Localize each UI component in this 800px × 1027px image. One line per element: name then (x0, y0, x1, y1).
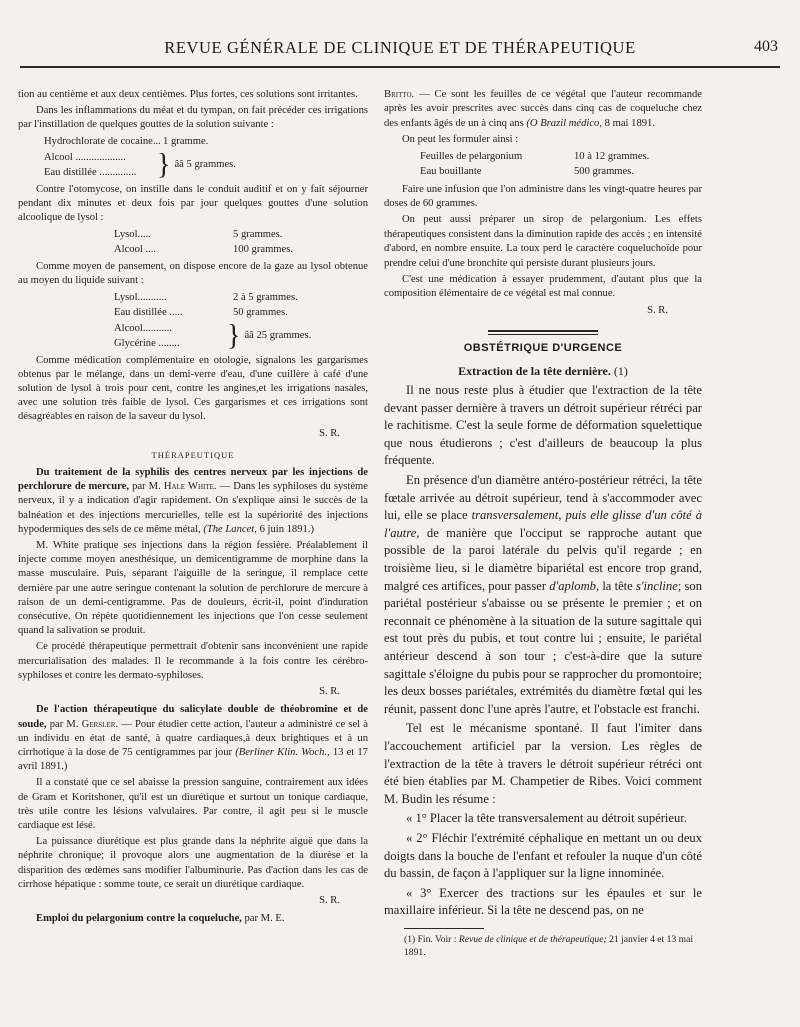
paragraph-text: — Ce sont les feuilles de ce végétal que l'auteur recommande après les avoir prescrites avec succès dans cinq cas de coqueluche chez des enfants âgés de un à cinq ans (384, 89, 702, 129)
signature: S. R. (319, 686, 340, 698)
footnote-marker: (1) (613, 363, 628, 378)
paragraph: On peut aussi préparer un sirop de pelargonium. Les effets thérapeutiques consistent dans la diminution rapide des accès ; en intensité d'abord, en nombre ensuite. La toux perd le caractère coqueluchoïde pour prendre celui d'une bronchite qui persiste durant plusieurs jours. (384, 214, 702, 269)
right-column (384, 88, 702, 959)
paragraph: C'est une médication à essayer prudemment, d'autant plus que la composition élémentaire de ce végétal est mal connue. (384, 274, 702, 300)
prescription-formula (18, 291, 368, 351)
paragraph: « 2° Fléchir l'extrémité céphalique en mettant un ou deux doigts dans la bouche de l'enfant et refouler la nuque d'un côté du bassin, de façon à l'appliquer sur la ligne innominée. (384, 830, 702, 881)
ingredient-quantity: ââ 25 grammes. (244, 329, 312, 341)
article-title: Emploi du pelargonium contre la coqueluche, (36, 913, 242, 925)
paragraph: « 3° Exercer des tractions sur les épaules et sur le maxillaire inférieur. Si la tête ne descend pas, on ne (384, 885, 702, 918)
ingredient-quantity: 10 à 12 grammes. (574, 150, 650, 162)
paragraph-text: — Dans les syphiloses du système nerveux, il y a indication d'agir rapidement. On s'explique ainsi le succès de la balnéation et des injections mercurielles, telle est la supériorité des injections hypodermiques des sels de ce même métal, (18, 481, 368, 535)
paragraph (384, 472, 702, 718)
signature: S. R. (647, 304, 668, 316)
ingredient-quantity: 2 à 5 grammes. (233, 292, 298, 304)
journal-title: REVUE GÉNÉRALE DE CLINIQUE ET DE THÉRAPEUTIQUE (164, 38, 636, 57)
prescription-formula (18, 227, 368, 257)
paragraph-text: ; son pariétal postérieur s'abaisse ou se présente le premier ; et on reconnait ce phénomène à la situation de la suture sagittale qui est tout près du pubis, et tout contre lui ; ensuite, le pariétal antérieur descend à son tour ; c'est-à-dire que la suture sagittale s'éloigne du pubis pour se rapprocher du promontoire; les deux bosses pariétales, extrémités du diamètre fœtal qui les réunit, passent donc l'une après l'autre, et l'obstacle est franchi. (384, 578, 702, 716)
ingredient-name: Lysol..... (114, 228, 151, 240)
reference-source: (Berliner Klin. Woch., (235, 746, 330, 758)
article-paragraph (18, 703, 368, 774)
paragraph: tion au centième et aux deux centièmes. Plus fortes, ces solutions sont irritantes. (18, 89, 358, 100)
author-name: Gersler. (81, 718, 119, 730)
ingredient-quantity: 100 grammes. (233, 243, 294, 255)
paragraph: Tel est le mécanisme spontané. Il faut l'imiter dans l'accouchement artificiel par la version. Les règles de l'extraction de la tête à travers le détroit supérieur rétréci ont été bien établies par M. Champetier de Ribes. Voici comment M. Budin les résume : (384, 721, 702, 806)
prescription-formula (18, 135, 368, 180)
ingredient-name: Eau distillée ..... (114, 307, 183, 319)
signature: S. R. (319, 427, 340, 439)
paragraph (384, 88, 702, 131)
paragraph: On peut les formuler ainsi : (402, 134, 519, 146)
author-name: Britto. (384, 89, 415, 100)
footnote-text: (1) Fin. Voir : (404, 933, 457, 945)
ingredient-quantity: 5 grammes. (233, 228, 283, 240)
article-paragraph (18, 466, 368, 537)
paragraph: Contre l'otomycose, on instille dans le conduit auditif et on y fait séjourner pendant dix minutes et deux fois par jour quelques gouttes d'une solution alcoolique de lysol : (18, 183, 368, 224)
ingredient-quantity: 500 grammes. (574, 165, 635, 177)
ingredient-name: Eau distillée .............. (44, 166, 137, 178)
footnote-source: Revue de clinique et de thérapeutique; (458, 933, 607, 945)
ingredient-name: Hydrochlorate de cocaine... (44, 136, 161, 147)
ingredient-name: Alcool ................... (44, 151, 126, 163)
reference-date: 13 et 17 avril 1891.) (18, 746, 368, 773)
article-title: Du traitement de la syphilis des centres nerveux par les injections de perchlorure de mercure, (18, 467, 368, 493)
paragraph: Dans les inflammations du méat et du tympan, on fait précéder ces irrigations par l'instillation de quelques gouttes de la solution suivante : (18, 105, 368, 131)
paragraph: Faire une infusion que l'on administre dans les vingt-quatre heures par doses de 60 grammes. (384, 183, 702, 210)
footnote-text: 21 janvier 4 et 13 mai 1891. (404, 933, 694, 958)
ingredient-quantity: 50 grammes. (233, 307, 288, 319)
article-paragraph (18, 912, 368, 926)
footnote-divider (404, 928, 484, 929)
paragraph-text: En présence d'un diamètre antéro-postérieur rétréci, la tête fœtale arrivée au détroit supérieur, tend à s'accommoder avec lui, elle se place (384, 473, 702, 523)
article-title (384, 364, 702, 378)
paragraph: Il a constaté que ce sel abaisse la pression sanguine, contrairement aux idées de Gram et Koritshoner, qu'il est un diurétique et surtout un tonique cardiaque, très utile contre les lésions valvulaires. Par contre, il agit peu si le muscle cardiaque est lésé. (18, 777, 368, 831)
running-header (20, 38, 780, 68)
article-title-text: Extraction de la tête dernière. (458, 363, 611, 378)
byline: par M. (49, 718, 79, 730)
paragraph: Comme moyen de pansement, on dispose encore de la gaze au lysol obtenue au moyen du liquide suivant : (18, 261, 368, 287)
paragraph: Il ne nous reste plus à étudier que l'extraction de la tête devant passer dernière à travers un détroit supérieur rétréci par le rachitisme. C'est la seule forme de déformation squelettique que nous étudierons ; c'est d'ailleurs de beaucoup la plus fréquente. (384, 383, 702, 468)
paragraph-text: — Pour étudier cette action, l'auteur a administré ce sel à un individu en état de santé, à quatre cardiaques,à deux brightiques et à un cirrhotique à la dose de 75 centigrammes par jour (18, 718, 368, 758)
reference-date: 8 mai 1891. (604, 117, 655, 129)
byline: par M. E. (244, 913, 285, 925)
ingredient-name: Eau bouillante (420, 165, 482, 177)
footnote (384, 933, 702, 959)
ingredient-name: Alcool........... (114, 322, 172, 334)
reference-source: (O Brazil médico, (526, 117, 603, 129)
page-number: 403 (754, 38, 778, 55)
brace-glyph: } (157, 147, 171, 181)
signature: S. R. (319, 894, 340, 906)
paragraph: M. White pratique ses injections dans la région fessière. Préalablement il injecte comme moyen anesthésique, un demicentigramme de morphine dans la masse musculaire. Puis, séparant l'aiguille de la seringue, il remplace cette dernière par une autre seringue contenant la solution de perchlorure de mercure à raison de un demi-centigramme. Pas de douleurs, écrit-il, point d'induration consécutive. On répète quotidiennement les injections que l'on cesse seulement quand la salivation se produit. (18, 540, 368, 637)
section-label: THÉRAPEUTIQUE (151, 449, 235, 460)
paragraph: Ce procédé thérapeutique permettrait d'obtenir sans inconvénient une rapide mercurialisation des malades. Il le recommande à la fois contre les cérébro-syphiloses et contre les dermato-syphiloses. (18, 641, 368, 681)
paragraph-text: Comme médication complémentaire en otologie, signalons les gargarismes obtenus par le mélange, dans un demi-verre d'eau, d'une cuillère à café d'une solution de lysol à trois pour cent, contre les angines,et les irrigations nasales, avec une solution très faible de lysol. Ces gargarismes et ces irrigations sont désagréables en raison de la saveur du lysol. (18, 354, 368, 423)
emphasis: d'aplomb, (549, 578, 600, 593)
paragraph: La puissance diurétique est plus grande dans la néphrite aiguë que dans la néphrite chronique; il provoque alors une augmentation de la diurèse et la disparition des œdèmes sans modifier l'albuminurie. Pas d'action dans les cas de cirrhose hépatique : somme toute, ce serait un diurétique cardiaque. (18, 836, 368, 890)
ingredient-name: Alcool .... (114, 243, 157, 255)
brace-glyph: } (227, 318, 241, 352)
emphasis: transversalement, puis elle glisse d'un côté à l'autre, (384, 508, 703, 540)
emphasis: s'incline (635, 578, 678, 593)
prescription-formula (384, 150, 702, 180)
ingredient-name: Feuilles de pelargonium (420, 150, 523, 162)
paragraph: « 1° Placer la tête transversalement au détroit supérieur. (406, 811, 687, 826)
section-divider (384, 330, 702, 335)
reference-source: (The Lancet, (203, 523, 257, 535)
ingredient-name: Glycérine ........ (114, 337, 180, 349)
byline: par M. (132, 481, 161, 493)
article-body (384, 382, 702, 920)
left-column (18, 88, 368, 928)
paragraph-text: de manière que l'occiput se rapproche autant que possible de la paroi latérale du pelvis qu'il regarde ; en troisième lieu, si le diamètre bipariétal est encore trop grand, malgré ces artifices, pour passer (384, 525, 702, 593)
ingredient-quantity: 1 gramme. (163, 136, 209, 147)
paragraph-text: la tête (602, 578, 633, 593)
reference-date: 6 juin 1891.) (259, 523, 315, 535)
ingredient-name: Lysol........... (114, 292, 167, 304)
paragraph (18, 354, 368, 425)
author-name: Hale White. (163, 481, 217, 493)
article-title: De l'action thérapeutique du salicylate double de théobromine et de soude, (18, 704, 368, 730)
section-heading: OBSTÉTRIQUE D'URGENCE (463, 342, 623, 355)
ingredient-quantity: ââ 5 grammes. (174, 158, 236, 170)
